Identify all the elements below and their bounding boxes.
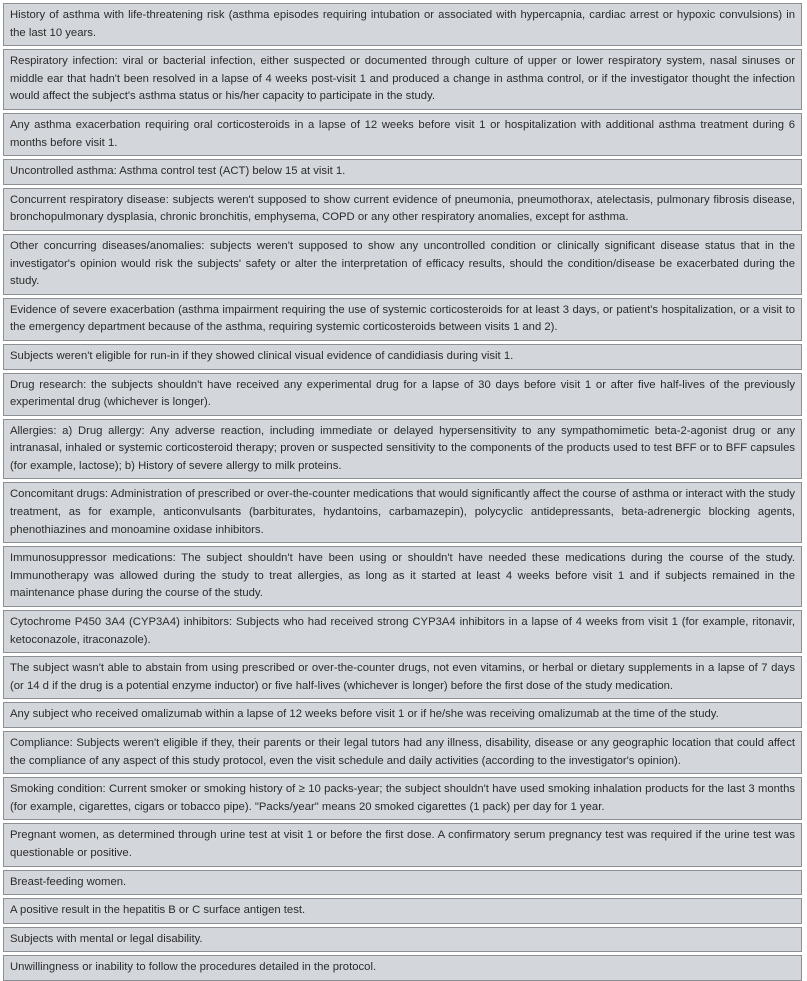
criterion-unwillingness: Unwillingness or inability to follow the procedures detailed in the protocol. <box>3 955 802 981</box>
criterion-allergies: Allergies: a) Drug allergy: Any adverse reaction, including immediate or delayed hypersensitivity to any sympathomimetic beta-2-agonist drug or any intranasal, inhaled or systemic corticosteroid therapy; proven or suspected sensitivity to the components of the products used to test BFF or to BFF capsules (for example, lactose); b) History of severe allergy to milk proteins. <box>3 419 802 480</box>
criterion-compliance: Compliance: Subjects weren't eligible if they, their parents or their legal tutors had any illness, disability, disease or any geographic location that could affect the compliance of any aspect of this study protocol, even the visit schedule and daily activities (according to the investigator's opinion). <box>3 731 802 774</box>
criterion-concomitant-drugs: Concomitant drugs: Administration of prescribed or over-the-counter medications that would significantly affect the course of asthma or interact with the study treatment, as for example, anticonvulsants (barbiturates, hydantoins, carbamazepin), polycyclic antidepressants, beta-adrenergic blocking agents, phenothiazines and monoamine oxidase inhibitors. <box>3 482 802 543</box>
criterion-immunosuppressor-medications: Immunosuppressor medications: The subject shouldn't have been using or shouldn't have needed these medications during the course of the study. Immunotherapy was allowed during the study to treat allergies, as long as it started at least 4 weeks before visit 1 and if subjects remained in the maintenance phase during the course of the study. <box>3 546 802 607</box>
criterion-drug-abstinence: The subject wasn't able to abstain from using prescribed or over-the-counter drugs, not even vitamins, or herbal or dietary supplements in a lapse of 7 days (or 14 d if the drug is a potential enzyme inductor) or five half-lives (whichever is longer) before the first dose of the study medication. <box>3 656 802 699</box>
criterion-smoking: Smoking condition: Current smoker or smoking history of ≥ 10 packs-year; the subject shouldn't have used smoking inhalation products for the last 3 months (for example, cigarettes, cigars or tobacco pipe). "Packs/year" means 20 smoked cigarettes (1 pack) per day for 1 year. <box>3 777 802 820</box>
criterion-mental-legal-disability: Subjects with mental or legal disability. <box>3 927 802 953</box>
criterion-hepatitis: A positive result in the hepatitis B or C surface antigen test. <box>3 898 802 924</box>
criterion-concurrent-respiratory-disease: Concurrent respiratory disease: subjects weren't supposed to show current evidence of pneumonia, pneumothorax, atelectasis, pulmonary fibrosis disease, bronchopulmonary dysplasia, chronic bronchitis, emphysema, COPD or any other respiratory anomalies, except for asthma. <box>3 188 802 231</box>
criterion-drug-research: Drug research: the subjects shouldn't have received any experimental drug for a lapse of 30 days before visit 1 or after five half-lives of the previously experimental drug (whichever is longer). <box>3 373 802 416</box>
criterion-severe-exacerbation: Evidence of severe exacerbation (asthma impairment requiring the use of systemic corticosteroids for at least 3 days, or patient's hospitalization, or a visit to the emergency department because of the asthma, requiring systemic corticosteroids between visits 1 and 2). <box>3 298 802 341</box>
criterion-pregnancy: Pregnant women, as determined through urine test at visit 1 or before the first dose. A confirmatory serum pregnancy test was required if the urine test was questionable or positive. <box>3 823 802 866</box>
criterion-omalizumab: Any subject who received omalizumab within a lapse of 12 weeks before visit 1 or if he/she was receiving omalizumab at the time of the study. <box>3 702 802 728</box>
criterion-breast-feeding: Breast-feeding women. <box>3 870 802 896</box>
criterion-cyp3a4-inhibitors: Cytochrome P450 3A4 (CYP3A4) inhibitors: Subjects who had received strong CYP3A4 inhibitors in a lapse of 4 weeks from visit 1 (for example, ritonavir, ketoconazole, itraconazole). <box>3 610 802 653</box>
criterion-other-diseases: Other concurring diseases/anomalies: subjects weren't supposed to show any uncontrolled condition or clinically significant disease status that in the investigator's opinion would risk the subjects' safety or alter the interpretation of efficacy results, should the condition/disease be exacerbated during the study. <box>3 234 802 295</box>
criterion-candidiasis: Subjects weren't eligible for run-in if they showed clinical visual evidence of candidiasis during visit 1. <box>3 344 802 370</box>
criterion-asthma-exacerbation: Any asthma exacerbation requiring oral corticosteroids in a lapse of 12 weeks before visit 1 or hospitalization with additional asthma treatment during 6 months before visit 1. <box>3 113 802 156</box>
criterion-uncontrolled-asthma: Uncontrolled asthma: Asthma control test (ACT) below 15 at visit 1. <box>3 159 802 185</box>
exclusion-criteria-table <box>3 3 802 981</box>
criterion-asthma-history: History of asthma with life-threatening risk (asthma episodes requiring intubation or associated with hypercapnia, cardiac arrest or hypoxic convulsions) in the last 10 years. <box>3 3 802 46</box>
criterion-respiratory-infection: Respiratory infection: viral or bacterial infection, either suspected or documented through culture of upper or lower respiratory system, nasal sinuses or middle ear that hadn't been resolved in a lapse of 4 weeks post-visit 1 and produced a change in asthma control, or if the investigator thought the infection would affect the subject's asthma status or his/her capacity to participate in the study. <box>3 49 802 110</box>
